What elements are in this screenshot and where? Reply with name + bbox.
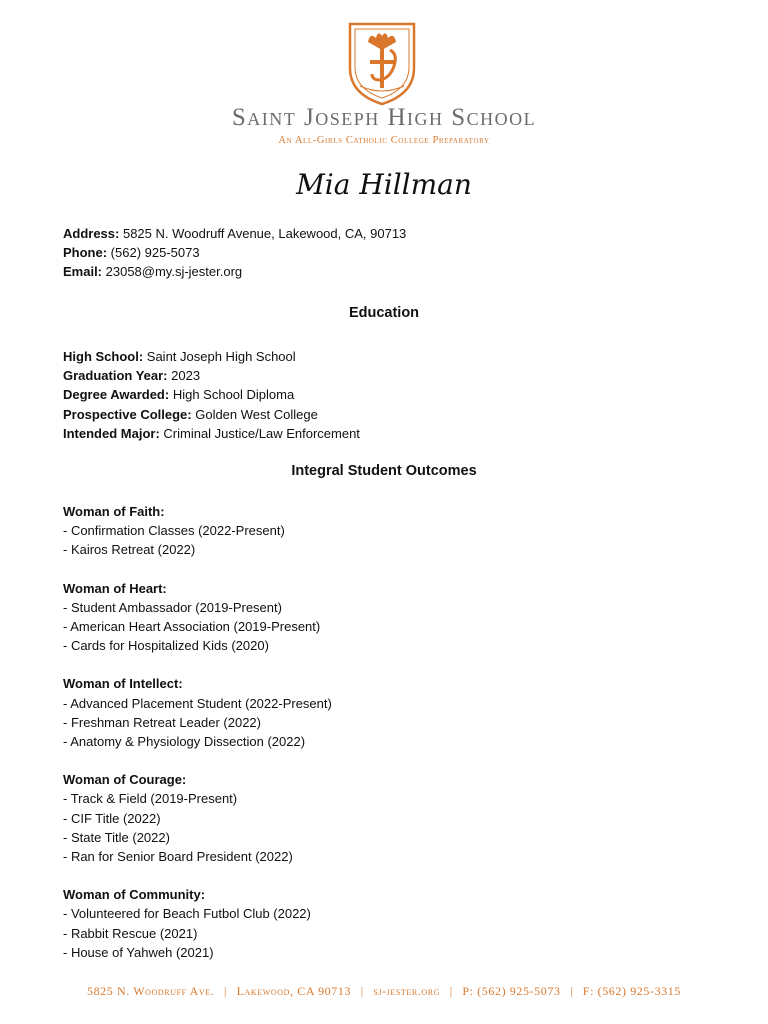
- contact-phone: Phone: (562) 925-5073: [63, 245, 200, 261]
- education-row: Intended Major: Criminal Justice/Law Enforcement: [63, 425, 360, 441]
- outcome-item: - Anatomy & Physiology Dissection (2022): [63, 734, 306, 750]
- outcome-item: - CIF Title (2022): [63, 810, 161, 826]
- footer-website: sj-jester.org: [373, 984, 441, 998]
- student-name: Mia Hillman: [296, 168, 472, 201]
- school-tagline: An All-Girls Catholic College Preparatory: [278, 135, 490, 146]
- outcomes-heading: Integral Student Outcomes: [291, 463, 477, 479]
- outcome-group-heart: [63, 579, 332, 656]
- outcome-item: - Cards for Hospitalized Kids (2020): [63, 638, 269, 654]
- footer-phone: P: (562) 925-5073: [462, 984, 561, 998]
- education-row: Prospective College: Golden West College: [63, 406, 318, 422]
- contact-block: [63, 224, 406, 282]
- outcome-group-title: Woman of Intellect:: [63, 676, 183, 692]
- outcome-item: - Ran for Senior Board President (2022): [63, 849, 293, 865]
- outcome-group-community: [63, 885, 332, 962]
- outcome-group-courage: [63, 770, 332, 866]
- outcome-item: - Kairos Retreat (2022): [63, 542, 196, 558]
- footer-fax: F: (562) 925-3315: [582, 984, 681, 998]
- footer-city: Lakewood, CA 90713: [236, 984, 352, 998]
- outcome-group-title: Woman of Courage:: [63, 772, 187, 788]
- outcome-group-intellect: [63, 674, 332, 751]
- outcome-item: - Student Ambassador (2019-Present): [63, 599, 282, 615]
- footer-separator: |: [223, 984, 227, 998]
- outcome-item: - House of Yahweh (2021): [63, 944, 214, 960]
- outcome-item: - Advanced Placement Student (2022-Present): [63, 695, 332, 711]
- outcome-group-title: Woman of Faith:: [63, 504, 165, 519]
- footer-address: 5825 N. Woodruff Ave.: [86, 984, 215, 998]
- education-heading: Education: [348, 305, 420, 321]
- outcome-item: - American Heart Association (2019-Present): [63, 619, 321, 635]
- outcome-item: - State Title (2022): [63, 829, 170, 845]
- outcome-group-title: Woman of Heart:: [63, 580, 167, 596]
- contact-email: Email: 23058@my.sj-jester.org: [63, 264, 243, 280]
- outcome-item: - Track & Field (2019-Present): [63, 791, 238, 807]
- school-crest-logo: [346, 20, 418, 106]
- outcome-item: - Confirmation Classes (2022-Present): [63, 523, 285, 539]
- footer-separator: |: [449, 984, 453, 998]
- outcome-item: - Freshman Retreat Leader (2022): [63, 714, 261, 730]
- education-row: Graduation Year: 2023: [63, 368, 201, 384]
- outcome-item: - Rabbit Rescue (2021): [63, 925, 198, 941]
- school-name: Saint Joseph High School: [231, 104, 537, 131]
- footer-separator: |: [570, 984, 574, 998]
- outcome-item: - Volunteered for Beach Futbol Club (2022): [63, 906, 311, 922]
- education-row: High School: Saint Joseph High School: [63, 349, 296, 364]
- contact-address: Address: 5825 N. Woodruff Avenue, Lakewood, CA, 90713: [63, 226, 407, 241]
- education-row: Degree Awarded: High School Diploma: [63, 387, 295, 403]
- footer-separator: |: [360, 984, 364, 998]
- outcome-group-faith: [63, 502, 332, 560]
- page-footer: [0, 984, 768, 999]
- education-block: [63, 347, 360, 443]
- outcomes-block: [63, 502, 332, 981]
- outcome-group-title: Woman of Community:: [63, 887, 206, 903]
